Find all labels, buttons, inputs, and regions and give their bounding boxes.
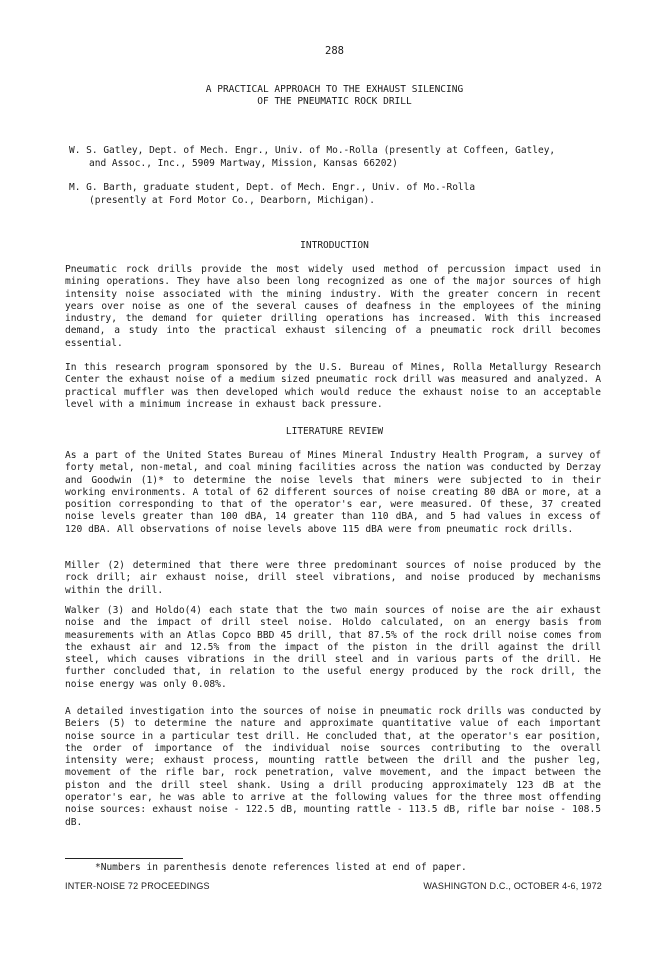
footnote: *Numbers in parenthesis denote references listed at end of paper.	[95, 862, 467, 873]
author-1-line-2: and Assoc., Inc., 5909 Martway, Mission, Kansas 66202)	[89, 158, 398, 169]
section-heading-literature-review: LITERATURE REVIEW	[285, 426, 384, 437]
literature-paragraph-2: Miller (2) determined that there were three predominant sources of noise produced by the rock drill; air exhaust noise, drill steel vibrations, and noise produced by mechanisms within the drill.	[65, 560, 601, 596]
paper-title	[0, 84, 669, 108]
intro-paragraph-2: In this research program sponsored by the U.S. Bureau of Mines, Rolla Metallurgy Research Center the exhaust noise of a medium sized pneumatic rock drill was measured and analyzed. A practical muffler was then developed which would reduce the exhaust noise to an acceptable level with a minimum increase in exhaust back pressure.	[65, 362, 601, 410]
literature-paragraph-4: A detailed investigation into the sources of noise in pneumatic rock drills was conducted by Beiers (5) to determine the nature and approximate quantitative value of each important noise source in a particular test drill. He concluded that, at the operator's ear position, the order of importance of the individual noise sources contributing to the overall intensity were; exhaust process, mounting rattle between the drill and the pusher leg, movement of the rifle bar, rock penetration, valve movement, and the impact between the piston and the drill steel shank. Using a drill producing approximately 123 dB at the operator's ear, he was able to arrive at the following values for the three most offending noise sources: exhaust noise - 122.5 dB, mounting rattle - 113.5 dB, rifle bar noise - 108.5 dB.	[65, 706, 601, 828]
literature-paragraph-1: As a part of the United States Bureau of Mines Mineral Industry Health Program, a survey of forty metal, non-metal, and coal mining facilities across the nation was conducted by Derzay and Goodwin (1)* to determine the noise levels that miners were subjected to in their working environments. A total of 62 different sources of noise creating 80 dBA or more, at a position corresponding to that of the operator's ear, were measured. Of these, 37 created noise levels greater than 100 dBA, 14 greater than 110 dBA, and 5 had values in excess of 120 dBA. All observations of noise levels above 115 dBA were from pneumatic rock drills.	[65, 450, 601, 535]
author-2-line-2: (presently at Ford Motor Co., Dearborn, Michigan).	[89, 195, 375, 206]
author-1-line-1: W. S. Gatley, Dept. of Mech. Engr., Univ. of Mo.-Rolla (presently at Coffeen, Gatley,	[69, 145, 556, 156]
author-2	[69, 181, 609, 207]
footer-location-date: WASHINGTON D.C., OCTOBER 4-6, 1972	[423, 881, 602, 891]
footer-proceedings: INTER-NOISE 72 PROCEEDINGS	[65, 881, 210, 891]
literature-paragraph-3: Walker (3) and Holdo(4) each state that the two main sources of noise are the air exhaust noise and the impact of drill steel noise. Holdo calculated, on an energy basis from measurements with an Atlas Copco BBD 45 drill, that 87.5% of the rock drill noise comes from the exhaust air and 12.5% from the impact of the piston in the drill against the drill steel, which causes vibrations in the drill steel and in various parts of the drill. He further concluded that, in relation to the useful energy produced by the rock drill, the noise energy was only 0.08%.	[65, 605, 601, 690]
intro-paragraph-1: Pneumatic rock drills provide the most widely used method of percussion impact used in mining operations. They have also been long recognized as one of the major sources of high intensity noise associated with the mining industry. With the greater concern in recent years over noise as one of the several causes of deafness in the employees of the mining industry, the demand for quieter drilling operations has increased. With this increased demand, a study into the practical exhaust silencing of a pneumatic rock drill becomes essential.	[65, 264, 601, 349]
title-line-2: OF THE PNEUMATIC ROCK DRILL	[257, 96, 412, 107]
section-heading-introduction: INTRODUCTION	[300, 240, 369, 251]
page-number: 288	[325, 45, 344, 57]
title-line-1: A PRACTICAL APPROACH TO THE EXHAUST SILENCING	[205, 84, 464, 95]
footnote-rule	[65, 858, 183, 859]
author-1	[69, 144, 609, 170]
author-2-line-1: M. G. Barth, graduate student, Dept. of Mech. Engr., Univ. of Mo.-Rolla	[69, 182, 476, 193]
